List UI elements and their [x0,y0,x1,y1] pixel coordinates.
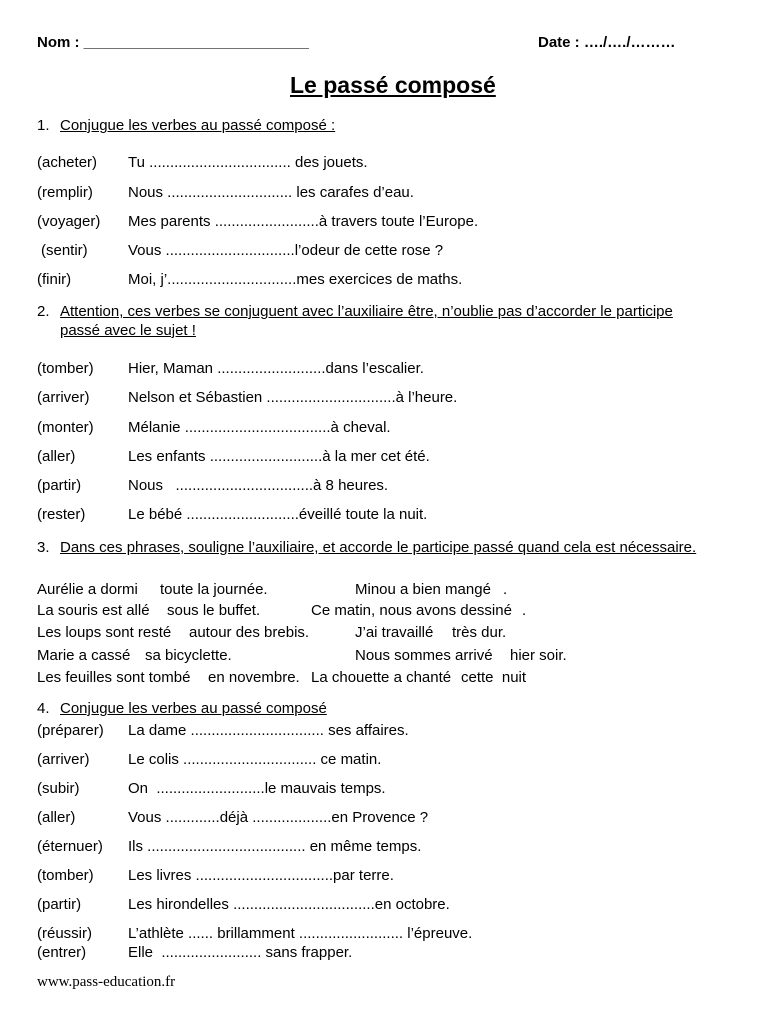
exercise-line [0,602,768,620]
footer-website: www.pass-education.fr [37,974,176,990]
exercise-sentence: Ils ...................................... en même temps. [128,838,422,855]
exercise-sentence: Les hirondelles ..................................en octobre. [128,896,450,913]
sentence-fragment: sa bicyclette. [145,647,232,664]
sentence-fragment: toute la journée. [160,581,268,598]
exercise-line [0,581,768,599]
verb-infinitive: (subir) [37,780,80,797]
sentence-fragment: . [503,581,508,598]
exercise-sentence: Le colis ................................ ce matin. [128,751,382,768]
sentence-fragment: Nous sommes arrivé [355,647,493,664]
sentence-fragment: J’ai travaillé [355,624,434,641]
date-field: Date : …./…./……… [538,34,676,51]
exercise-row [0,419,768,437]
section-3-heading [0,539,768,557]
sentence-fragment: La chouette a chanté [311,669,452,686]
verb-infinitive: (rester) [37,506,86,523]
exercise-sentence: Hier, Maman ..........................dans l’escalier. [128,360,424,377]
exercise-sentence: Nous .............................. les carafes d’eau. [128,184,414,201]
exercise-sentence: Elle ........................ sans frapper. [128,944,353,961]
exercise-sentence: La dame ................................ ses affaires. [128,722,409,739]
section-2-heading [0,303,768,321]
verb-infinitive: (tomber) [37,867,94,884]
verb-infinitive: (sentir) [41,242,88,259]
exercise-sentence: Nous .................................à 8 heures. [128,477,389,494]
verb-infinitive: (acheter) [37,154,98,171]
sentence-fragment: Les feuilles sont tombé [37,669,191,686]
exercise-sentence: On ..........................le mauvais temps. [128,780,386,797]
sentence-fragment: sous le buffet. [167,602,261,619]
section-number: 1. [37,117,50,134]
exercise-line [0,624,768,642]
section-instruction: Attention, ces verbes se conjuguent avec l’auxiliaire être, n’oublie pas d’accorder le participe [60,303,673,320]
sentence-fragment: Les loups sont resté [37,624,172,641]
sentence-fragment: Minou a bien mangé [355,581,491,598]
verb-infinitive: (remplir) [37,184,93,201]
sentence-fragment: Aurélie a dormi [37,581,138,598]
section-number: 4. [37,700,50,717]
section-instruction: Dans ces phrases, souligne l’auxiliaire, et accorde le participe passé quand cela est nécessaire. [60,539,697,556]
verb-infinitive: (voyager) [37,213,101,230]
verb-infinitive: (finir) [37,271,72,288]
page-title: Le passé composé [290,72,496,98]
verb-infinitive: (tomber) [37,360,94,377]
exercise-row [0,213,768,231]
exercise-sentence: L’athlète ...... brillamment ......................... l’épreuve. [128,925,473,942]
exercise-row [0,780,768,798]
sentence-fragment: hier soir. [510,647,567,664]
exercise-sentence: Le bébé ...........................éveillé toute la nuit. [128,506,428,523]
exercise-sentence: Vous .............déjà ...................en Provence ? [128,809,429,826]
section-number: 3. [37,539,50,556]
verb-infinitive: (monter) [37,419,94,436]
exercise-row [0,506,768,524]
sentence-fragment: en novembre. [208,669,300,686]
exercise-row [0,360,768,378]
exercise-row [0,751,768,769]
sentence-fragment: La souris est allé [37,602,150,619]
exercise-row [0,389,768,407]
section-instruction: passé avec le sujet ! [60,322,196,339]
verb-infinitive: (aller) [37,809,76,826]
verb-infinitive: (arriver) [37,389,90,406]
exercise-sentence: Mes parents .........................à travers toute l’Europe. [128,213,479,230]
section-2-heading-continued [0,322,768,340]
verb-infinitive: (préparer) [37,722,104,739]
section-number: 2. [37,303,50,320]
exercise-sentence: Nelson et Sébastien ...............................à l’heure. [128,389,458,406]
exercise-row [0,722,768,740]
exercise-row [0,154,768,172]
exercise-sentence: Tu .................................. des jouets. [128,154,368,171]
exercise-sentence: Vous ...............................l’odeur de cette rose ? [128,242,444,259]
sentence-fragment: très dur. [452,624,507,641]
exercise-row [0,242,768,260]
name-field: Nom : ___________________________ [37,34,309,51]
section-instruction: Conjugue les verbes au passé composé [60,700,327,717]
exercise-row [0,944,768,962]
exercise-row [0,838,768,856]
exercise-row [0,477,768,495]
sentence-fragment: autour des brebis. [189,624,310,641]
verb-infinitive: (éternuer) [37,838,103,855]
verb-infinitive: (arriver) [37,751,90,768]
exercise-sentence: Les enfants ...........................à la mer cet été. [128,448,430,465]
verb-infinitive: (partir) [37,896,82,913]
exercise-sentence: Moi, j’...............................mes exercices de maths. [128,271,463,288]
sentence-fragment: Ce matin, nous avons dessiné [311,602,512,619]
exercise-row [0,271,768,289]
section-1-heading [0,117,768,135]
exercise-row [0,925,768,943]
exercise-row [0,448,768,466]
verb-infinitive: (entrer) [37,944,87,961]
sentence-fragment: . [522,602,527,619]
verb-infinitive: (aller) [37,448,76,465]
exercise-row [0,184,768,202]
sentence-fragment: cette nuit [461,669,527,686]
exercise-line [0,647,768,665]
exercise-line [0,669,768,687]
verb-infinitive: (réussir) [37,925,92,942]
verb-infinitive: (partir) [37,477,82,494]
exercise-sentence: Mélanie ...................................à cheval. [128,419,391,436]
exercise-row [0,896,768,914]
exercise-row [0,867,768,885]
section-4-heading [0,700,768,718]
exercise-row [0,809,768,827]
section-instruction: Conjugue les verbes au passé composé : [60,117,336,134]
sentence-fragment: Marie a cassé [37,647,131,664]
exercise-sentence: Les livres .................................par terre. [128,867,394,884]
